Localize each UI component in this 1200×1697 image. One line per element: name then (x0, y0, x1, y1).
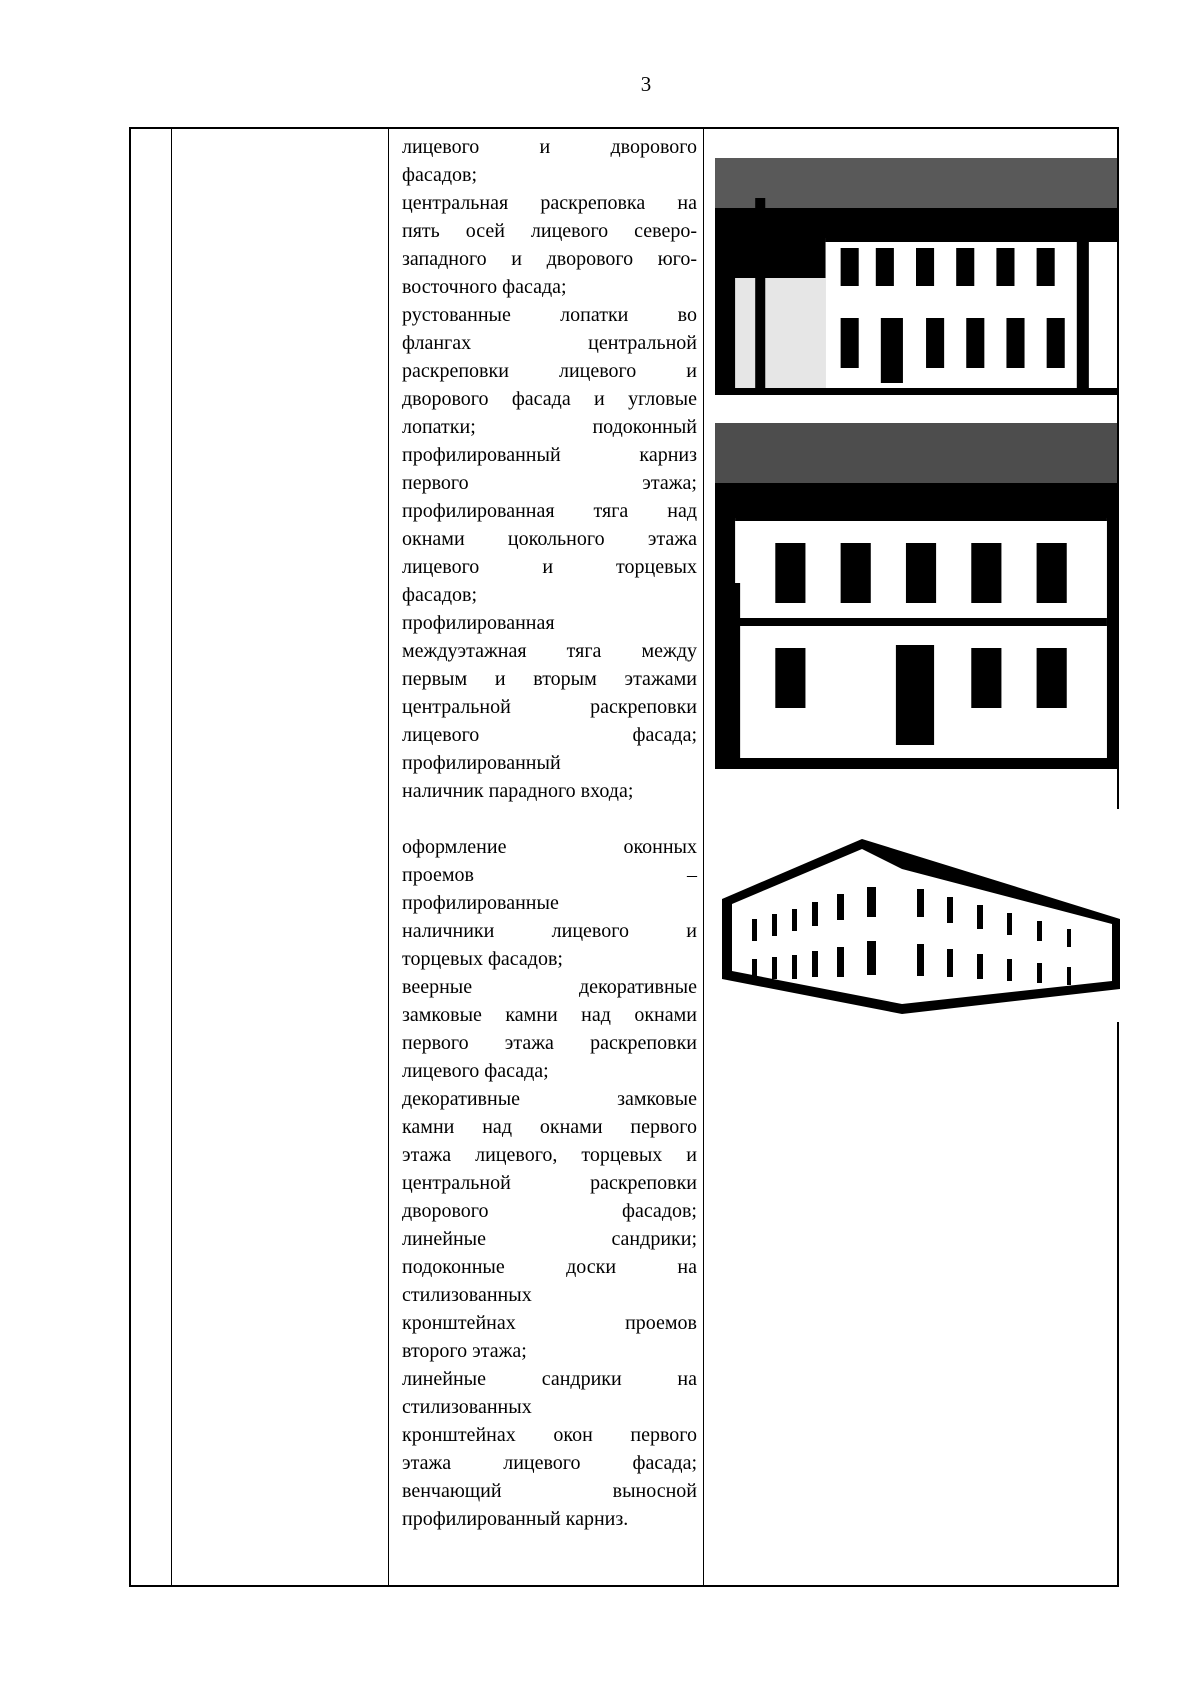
description-line: флангах центральной (402, 332, 697, 354)
description-line: восточного фасада; (402, 276, 567, 298)
description-table (129, 127, 1119, 1587)
description-line: фасадов; (402, 584, 478, 606)
description-line: линейные сандрики на (402, 1368, 697, 1390)
description-line: первым и вторым этажами (402, 668, 697, 690)
description-line: подоконные доски на (402, 1256, 697, 1278)
description-line: профилированный (402, 752, 561, 774)
description-line: кронштейнах проемов (402, 1312, 697, 1334)
description-line: профилированные (402, 892, 559, 914)
description-line: декоративные замковые (402, 1088, 697, 1110)
description-line: дворового фасада и угловые (402, 388, 697, 410)
facade-photo-2 (715, 423, 1117, 769)
description-line: центральной раскреповки (402, 696, 697, 718)
description-line: наличники лицевого и (402, 920, 697, 942)
blank-line (402, 805, 697, 833)
description-line: венчающий выносной (402, 1480, 697, 1502)
description-line: лицевого и дворового (402, 136, 697, 158)
column-divider (171, 129, 172, 1585)
description-line: первого этажа; (402, 472, 697, 494)
description-line: центральная раскреповка на (402, 192, 697, 214)
description-line: лопатки; подоконный (402, 416, 697, 438)
facade-photo-1 (715, 158, 1117, 395)
description-line: этажа лицевого, торцевых и (402, 1144, 697, 1166)
building-corner-photo (722, 809, 1120, 1022)
description-line: стилизованных (402, 1396, 532, 1418)
description-line: профилированный карниз. (402, 1508, 629, 1530)
description-line: стилизованных (402, 1284, 532, 1306)
description-line: замковые камни над окнами (402, 1004, 697, 1026)
architectural-elements-description (402, 133, 697, 1533)
description-line: рустованные лопатки во (402, 304, 697, 326)
description-line: оформление оконных (402, 836, 697, 858)
column-divider (388, 129, 389, 1585)
description-line: проемов – (402, 864, 697, 886)
description-line: наличник парадного входа; (402, 780, 634, 802)
description-line: первого этажа раскреповки (402, 1032, 697, 1054)
description-line: этажа лицевого фасада; (402, 1452, 697, 1474)
description-line: лицевого фасада; (402, 1060, 549, 1082)
description-line: окнами цокольного этажа (402, 528, 697, 550)
description-line: лицевого фасада; (402, 724, 697, 746)
description-line: линейные сандрики; (402, 1228, 697, 1250)
description-line: камни над окнами первого (402, 1116, 697, 1138)
description-line: междуэтажная тяга между (402, 640, 697, 662)
page-number: 3 (640, 72, 652, 96)
description-line: профилированная (402, 612, 555, 634)
description-line: центральной раскреповки (402, 1172, 697, 1194)
description-line: профилированный карниз (402, 444, 697, 466)
description-line: второго этажа; (402, 1340, 527, 1362)
description-line: профилированная тяга над (402, 500, 697, 522)
column-divider (703, 129, 704, 1585)
description-line: лицевого и торцевых (402, 556, 697, 578)
description-line: фасадов; (402, 164, 478, 186)
description-line: раскреповки лицевого и (402, 360, 697, 382)
description-line: дворового фасадов; (402, 1200, 697, 1222)
description-line: западного и дворового юго- (402, 248, 697, 270)
description-line: кронштейнах окон первого (402, 1424, 697, 1446)
description-line: пять осей лицевого северо- (402, 220, 697, 242)
description-line: веерные декоративные (402, 976, 697, 998)
description-line: торцевых фасадов; (402, 948, 563, 970)
